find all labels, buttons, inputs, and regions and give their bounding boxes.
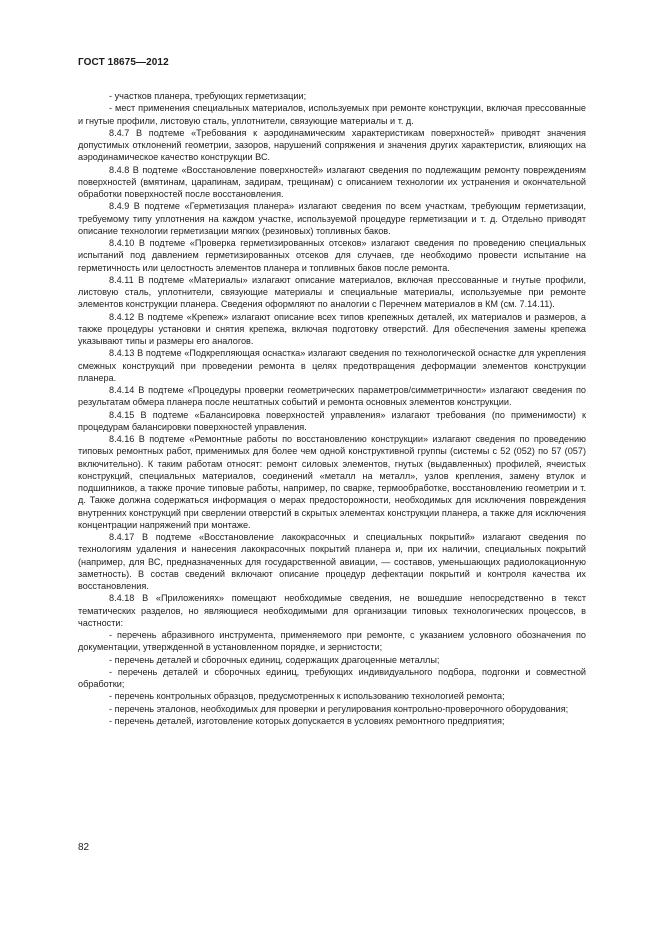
paragraph: - перечень деталей и сборочных единиц, содержащих драгоценные металлы;	[109, 654, 440, 665]
body-text	[78, 90, 586, 727]
paragraph: 8.4.9 В подтеме «Герметизация планера» излагают сведения по всем участкам, требующим герметизации, требуемому типу уплотнения на каждом участке, используемой процедуре герметизации и т. д. Отдельно приводят описание технологии герметизации мягких (резиновых) топливных баков.	[78, 201, 586, 236]
paragraph: 8.4.15 В подтеме «Балансировка поверхностей управления» излагают требования (по применимости) к процедурам балансировки поверхностей управления.	[78, 409, 586, 432]
paragraph: 8.4.17 В подтеме «Восстановление лакокрасочных и специальных покрытий» излагают сведения по технологиям удаления и нанесения лакокрасочных покрытий планера и, при их наличии, специальных покрытий (например, для ВС, предназначенных для государственной авиации, — составов, уменьшающих радиолокационную заметность). В состав сведений включают описание процедур дефектации покрытий и контроля качества их восстановления.	[78, 532, 586, 591]
document-header: ГОСТ 18675—2012	[78, 57, 169, 68]
paragraph: 8.4.10 В подтеме «Проверка герметизированных отсеков» излагают сведения по проведению специальных испытаний под давлением герметизированных отсеков для случаев, где необходимо провести испытание на герметичность или целостность элементов планера и топливных баков после ремонта.	[78, 238, 586, 273]
paragraph: 8.4.7 В подтеме «Требования к аэродинамическим характеристикам поверхностей» приводят значения допустимых отклонений геометрии, зазоров, нарушений сопряжения и значения других характеристик, влияющих на аэродинамическое качество конструкции ВС.	[78, 127, 586, 163]
paragraph: 8.4.13 В подтеме «Подкрепляющая оснастка» излагают сведения по технологической оснастке для укрепления смежных конструкций при проведении ремонта в целях предотвращения деформации элементов конструкции планера.	[78, 348, 586, 383]
paragraph: 8.4.16 В подтеме «Ремонтные работы по восстановлению конструкции» излагают сведения по проведению типовых ремонтных работ, применимых для более чем одной конструктивной группы (системы с 52 (052) по 57 (057) включительно). К таким работам относят: ремонт силовых элементов, гнутых (выдавленных) профилей, ячеистых конструкций, специальных материалов, соединений «металл на металл», узлов крепления, замену втулок и подшипников, а также прочие типовые работы, например, по сварке, термообработке, восстановлению геометрии и т. д. Также должна содержаться информация о мерах предосторожности, необходимых для исключения повреждения внутренних конструкций при сверлении отверстий в скрытых элементах конструкции планера, а также для исключения концентрации напряжений при монтаже.	[78, 434, 586, 530]
paragraph: - перечень деталей и сборочных единиц, требующих индивидуального подбора, подгонки и совместной обработки;	[78, 666, 586, 689]
paragraph: 8.4.14 В подтеме «Процедуры проверки геометрических параметров/симметричности» излагают сведения по результатам обмера планера после нештатных событий и ремонта основных элементов конструкции.	[78, 385, 586, 408]
paragraph: - перечень эталонов, необходимых для проверки и регулирования контрольно-проверочного оборудования;	[109, 703, 569, 714]
paragraph: 8.4.12 В подтеме «Крепеж» излагают описание всех типов крепежных деталей, их материалов и размеров, а также процедуры установки и снятия крепежа, включая подготовку отверстий. Для обеспечения замены крепежа указывают типы и размеры его аналогов.	[78, 311, 586, 346]
paragraph: - участков планера, требующих герметизации;	[109, 91, 307, 101]
paragraph: - перечень контрольных образцов, предусмотренных к использованию технологией ремонта;	[109, 691, 505, 702]
paragraph: 8.4.8 В подтеме «Восстановление поверхностей» излагают сведения по подлежащим ремонту повреждениям поверхностей (вмятинам, царапинам, задирам, трещинам) с описанием технологии их устранения и окончательной обработки поверхностей после восстановления.	[78, 164, 586, 199]
paragraph: - мест применения специальных материалов, используемых при ремонте конструкции, включая прессованные и гнутые профили, листовую сталь, уплотнители, связующие материалы и т. д.	[78, 103, 586, 126]
paragraph: - перечень абразивного инструмента, применяемого при ремонте, с указанием условного обозначения по документации, утвержденной в установленном порядке, и зернистости;	[78, 630, 586, 653]
paragraph: - перечень деталей, изготовление которых допускается в условиях ремонтного предприятия;	[109, 715, 505, 726]
paragraph: 8.4.11 В подтеме «Материалы» излагают описание материалов, включая прессованные и гнутые профили, листовую сталь, уплотнители, связующие материалы и специальные материалы, используемые при ремонте элементов конструкции планера. Сведения оформляют по аналогии с Перечнем материалов в КМ (см. 7.14.11).	[78, 274, 586, 310]
page-number: 82	[78, 842, 90, 853]
paragraph: 8.4.18 В «Приложениях» помещают необходимые сведения, не вошедшие непосредственно в текст тематических разделов, но являющиеся необходимыми для организации типовых технологических процессов, в частности:	[78, 593, 586, 628]
